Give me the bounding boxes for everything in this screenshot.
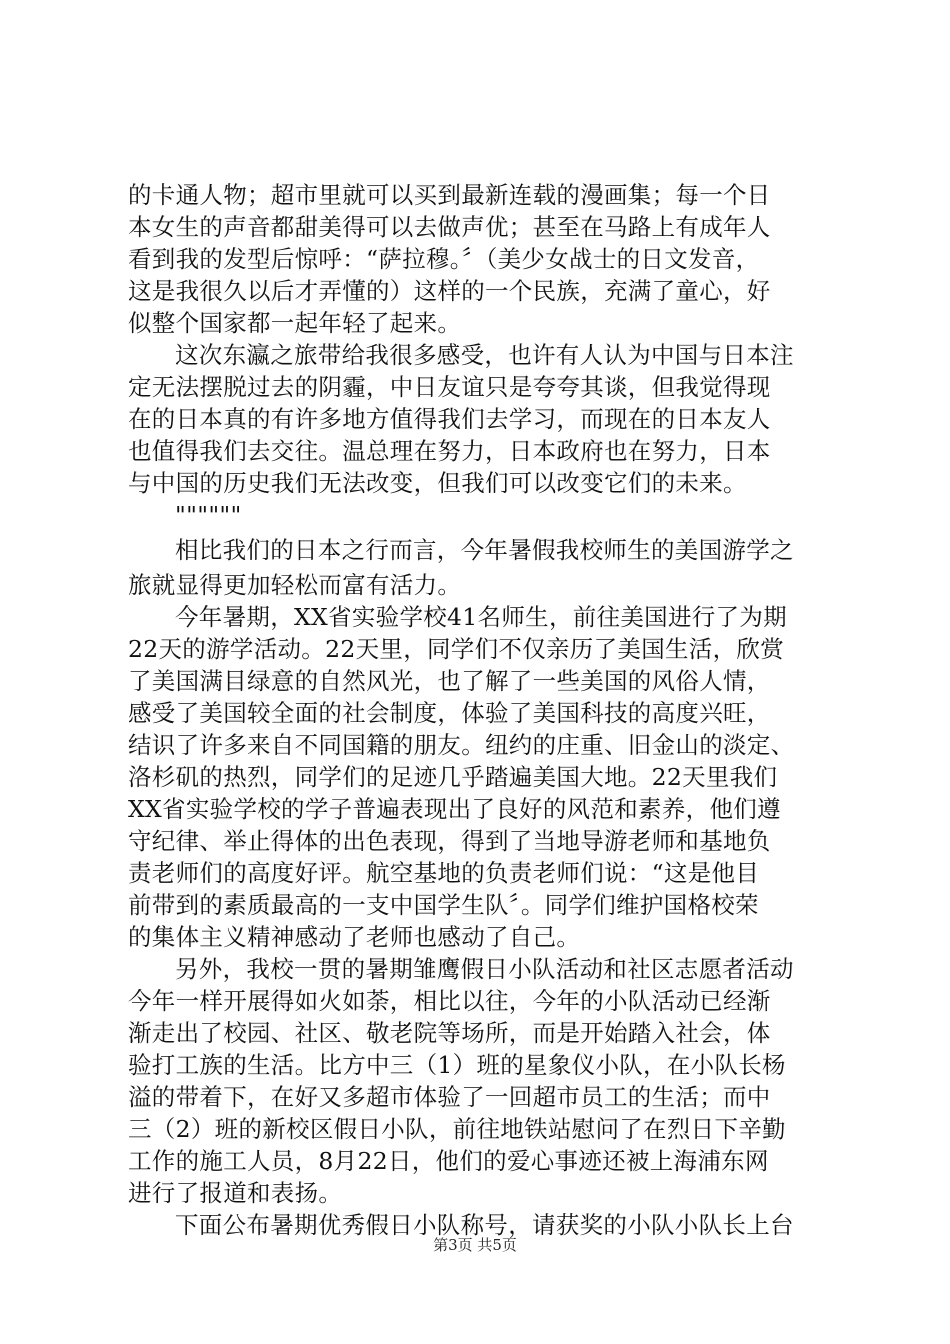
text-line: 22天的游学活动。22天里，同学们不仅亲历了美国生活，欣赏 xyxy=(128,635,785,663)
text-line: 定无法摆脱过去的阴霾，中日友谊只是夸夸其谈，但我觉得现 xyxy=(128,373,771,401)
text-line: 的集体主义精神感动了老师也感动了自己。 xyxy=(128,923,581,951)
text-line: 洛杉矶的热烈，同学们的足迹几乎踏遍美国大地。22天里我们 xyxy=(128,763,778,791)
document-body xyxy=(128,179,848,1241)
text-line: 这是我很久以后才弄懂的）这样的一个民族，充满了童心，好 xyxy=(128,277,771,305)
text-line: 前带到的素质最高的一支中国学生队〞。同学们维护国格校荣 xyxy=(128,891,759,919)
text-line: 旅就显得更加轻松而富有活力。 xyxy=(128,571,462,599)
text-line: 了美国满目绿意的自然风光，也了解了一些美国的风俗人情， xyxy=(128,667,771,695)
paragraph-start-line: 相比我们的日本之行而言，今年暑假我校师生的美国游学之 xyxy=(175,536,794,564)
text-line: 在的日本真的有许多地方值得我们去学习，而现在的日本友人 xyxy=(128,405,771,433)
text-line: 的卡通人物；超市里就可以买到最新连载的漫画集；每一个日 xyxy=(128,181,771,209)
text-line: 今年一样开展得如火如荼，相比以往，今年的小队活动已经渐 xyxy=(128,987,771,1015)
text-line: 感受了美国较全面的社会制度，体验了美国科技的高度兴旺， xyxy=(128,699,771,727)
text-line: 看到我的发型后惊呼：“萨拉穆。〞（美少女战士的日文发音， xyxy=(128,245,760,273)
text-line: 进行了报道和表扬。 xyxy=(128,1179,343,1207)
text-line: 工作的施工人员，8月22日，他们的爱心事迹还被上海浦东网 xyxy=(128,1147,769,1175)
text-line: 似整个国家都一起年轻了起来。 xyxy=(128,309,462,337)
text-line: XX省实验学校的学子普遍表现出了良好的风范和素养，他们遵 xyxy=(128,795,781,823)
text-line: 责老师们的高度好评。航空基地的负责老师们说：“这是他目 xyxy=(128,859,760,887)
text-line: 三（2）班的新校区假日小队，前往地铁站慰问了在烈日下辛勤 xyxy=(128,1115,786,1143)
text-line: 与中国的历史我们无法改变，但我们可以改变它们的未来。 xyxy=(128,469,747,497)
paragraph-start-line: 今年暑期，XX省实验学校41名师生，前往美国进行了为期 xyxy=(175,603,787,631)
text-line: 溢的带着下，在好又多超市体验了一回超市员工的生活；而中 xyxy=(128,1083,771,1111)
text-line: 渐走出了校园、社区、敬老院等场所，而是开始踏入社会，体 xyxy=(128,1019,771,1047)
page-footer: 第3页 共5页 xyxy=(433,1236,517,1254)
text-line: 结识了许多来自不同国籍的朋友。纽约的庄重、旧金山的淡定、 xyxy=(128,731,795,759)
text-line: 本女生的声音都甜美得可以去做声优；甚至在马路上有成年人 xyxy=(128,213,771,241)
paragraph-start-line: 另外，我校一贯的暑期雏鹰假日小队活动和社区志愿者活动 xyxy=(175,955,794,983)
text-line: 验打工族的生活。比方中三（1）班的星象仪小队，在小队长杨 xyxy=(128,1051,786,1079)
text-line: 守纪律、举止得体的出色表现，得到了当地导游老师和基地负 xyxy=(128,827,771,855)
paragraph-start-line: 下面公布暑期优秀假日小队称号，请获奖的小队小队长上台 xyxy=(175,1211,794,1239)
separator-marks: """""" xyxy=(175,501,242,529)
paragraph-start-line: 这次东瀛之旅带给我很多感受，也许有人认为中国与日本注 xyxy=(175,341,794,369)
text-line: 也值得我们去交往。温总理在努力，日本政府也在努力，日本 xyxy=(128,437,771,465)
